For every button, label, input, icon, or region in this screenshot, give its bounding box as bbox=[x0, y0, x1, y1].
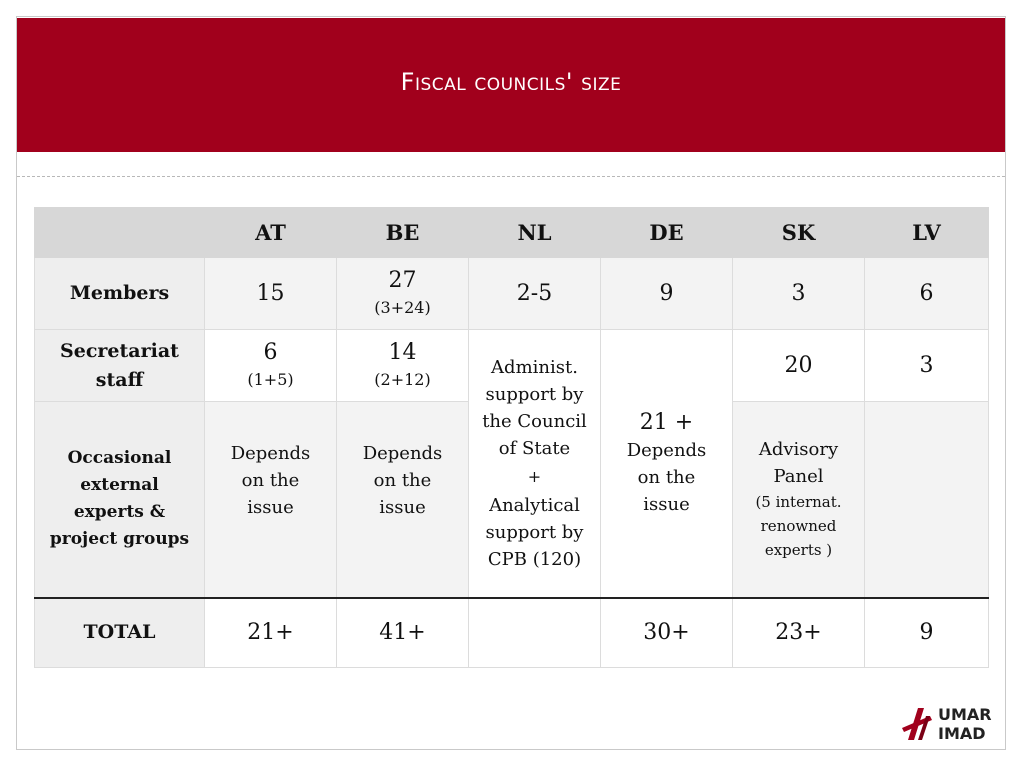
nl-line-b1: Analytical bbox=[489, 494, 580, 516]
secretariat-label bbox=[35, 330, 205, 402]
occasional-at bbox=[205, 402, 337, 598]
secretariat-label-line2: staff bbox=[95, 368, 144, 391]
header-blank bbox=[35, 208, 205, 258]
members-at: 15 bbox=[205, 258, 337, 330]
header-at: AT bbox=[205, 208, 337, 258]
occasional-sk-line2: Panel bbox=[773, 466, 824, 487]
header-sk: SK bbox=[733, 208, 865, 258]
occasional-label-line3: experts & bbox=[73, 502, 166, 523]
secretariat-label-line1: Secretariat bbox=[60, 339, 179, 362]
occasional-label-line4: project groups bbox=[49, 529, 190, 550]
secretariat-be-note: (2+12) bbox=[374, 369, 431, 389]
secretariat-be-value: 14 bbox=[388, 339, 417, 365]
nl-plus: + bbox=[527, 466, 542, 486]
de-line1: Depends bbox=[626, 439, 707, 461]
members-sk: 3 bbox=[733, 258, 865, 330]
nl-line-a3: the Council bbox=[482, 410, 587, 432]
occasional-sk bbox=[733, 402, 865, 598]
nl-line-a4: of State bbox=[498, 437, 571, 459]
header-lv: LV bbox=[865, 208, 989, 258]
de-line2: on the bbox=[637, 466, 696, 488]
total-be: 41+ bbox=[337, 598, 469, 668]
occasional-sk-note2: renowned bbox=[760, 517, 837, 535]
members-lv: 6 bbox=[865, 258, 989, 330]
members-be-note: (3+24) bbox=[374, 297, 431, 317]
total-nl bbox=[469, 598, 601, 668]
header-row bbox=[35, 208, 989, 258]
umar-imad-logo bbox=[900, 702, 1000, 744]
secretariat-be bbox=[337, 330, 469, 402]
nl-line-a1: Administ. bbox=[491, 356, 578, 378]
header-be: BE bbox=[337, 208, 469, 258]
fiscal-councils-table bbox=[34, 207, 989, 668]
occasional-at-line3: issue bbox=[247, 497, 294, 518]
secretariat-at-note: (1+5) bbox=[247, 369, 294, 389]
nl-line-a2: support by bbox=[485, 383, 584, 405]
total-sk: 23+ bbox=[733, 598, 865, 668]
logo-text-line1: UMAR bbox=[938, 705, 992, 724]
header-nl: NL bbox=[469, 208, 601, 258]
secretariat-row bbox=[35, 330, 989, 402]
members-nl: 2-5 bbox=[469, 258, 601, 330]
occasional-sk-line1: Advisory bbox=[758, 439, 839, 460]
header-de: DE bbox=[601, 208, 733, 258]
occasional-sk-note3: experts ) bbox=[764, 541, 833, 559]
occasional-be-line2: on the bbox=[373, 470, 432, 491]
occasional-label-line1: Occasional bbox=[67, 448, 172, 469]
occasional-be-line1: Depends bbox=[362, 443, 443, 464]
dashed-divider bbox=[17, 176, 1005, 177]
occasional-be bbox=[337, 402, 469, 598]
logo-mark bbox=[902, 708, 932, 740]
occasional-label-line2: external bbox=[80, 475, 159, 496]
members-label: Members bbox=[35, 258, 205, 330]
secretariat-lv: 3 bbox=[865, 330, 989, 402]
members-be-value: 27 bbox=[388, 267, 417, 293]
secretariat-at bbox=[205, 330, 337, 402]
occasional-be-line3: issue bbox=[379, 497, 426, 518]
total-row bbox=[35, 598, 989, 668]
occasional-at-line2: on the bbox=[241, 470, 300, 491]
de-merged-cell bbox=[601, 330, 733, 598]
occasional-sk-note1: (5 internat. bbox=[755, 493, 842, 511]
title-bar bbox=[17, 18, 1005, 152]
de-line3: issue bbox=[643, 493, 690, 515]
members-row bbox=[35, 258, 989, 330]
de-main: 21 + bbox=[639, 409, 694, 435]
occasional-at-line1: Depends bbox=[230, 443, 311, 464]
secretariat-sk: 20 bbox=[733, 330, 865, 402]
total-de: 30+ bbox=[601, 598, 733, 668]
members-be bbox=[337, 258, 469, 330]
nl-line-b2: support by bbox=[485, 521, 584, 543]
nl-merged-cell bbox=[469, 330, 601, 598]
total-at: 21+ bbox=[205, 598, 337, 668]
page-title: Fiscal councils' size bbox=[400, 68, 622, 96]
occasional-lv bbox=[865, 402, 989, 598]
occasional-label bbox=[35, 402, 205, 598]
total-label: TOTAL bbox=[35, 598, 205, 668]
total-lv: 9 bbox=[865, 598, 989, 668]
logo-text-line2: IMAD bbox=[938, 724, 986, 743]
secretariat-at-value: 6 bbox=[263, 339, 278, 365]
members-de: 9 bbox=[601, 258, 733, 330]
nl-line-b3: CPB (120) bbox=[487, 548, 582, 570]
